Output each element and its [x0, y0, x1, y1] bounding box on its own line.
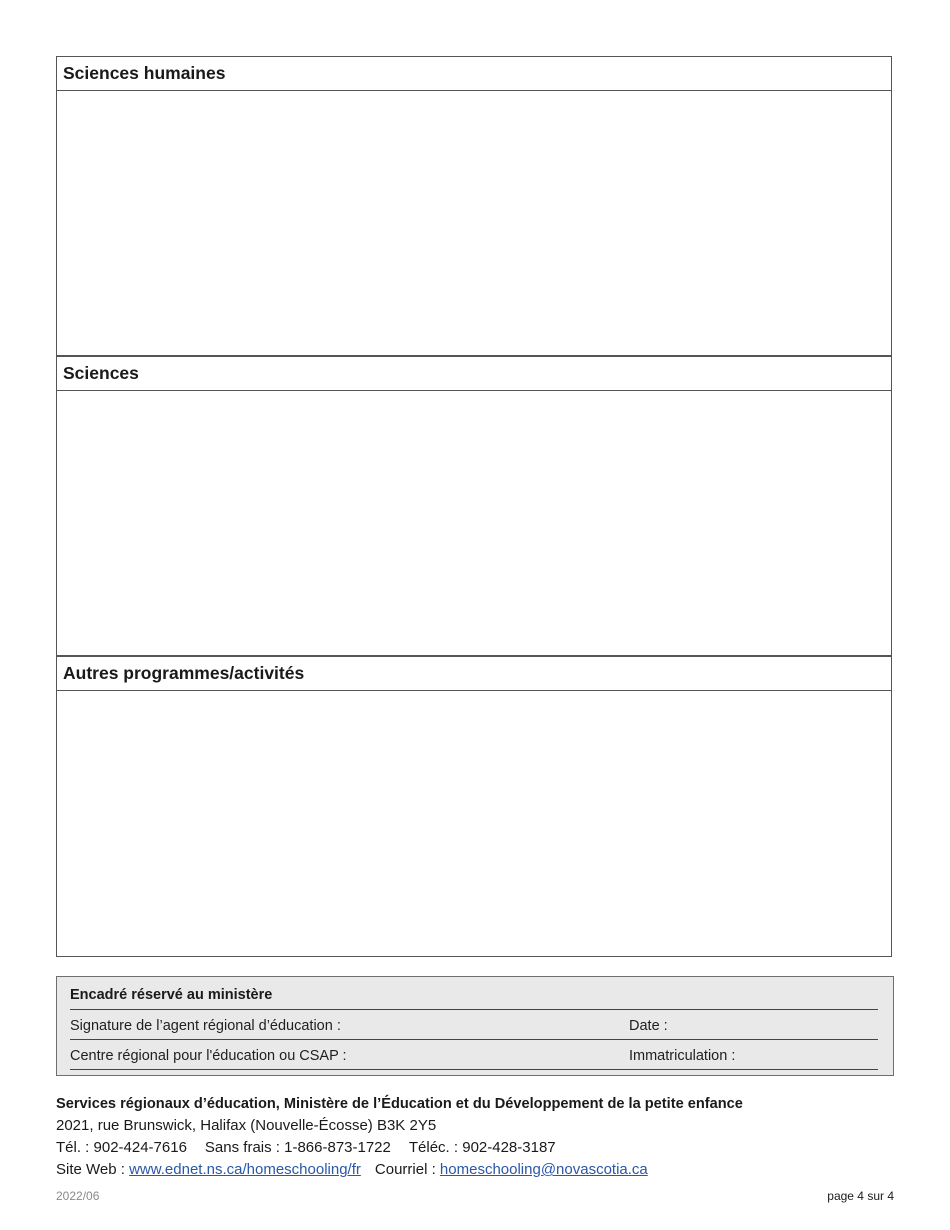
- registration-label: Immatriculation :: [629, 1048, 736, 1064]
- divider: [70, 1039, 878, 1040]
- website-link[interactable]: www.ednet.ns.ca/homeschooling/fr: [129, 1161, 361, 1178]
- website-label: Site Web :: [56, 1161, 125, 1178]
- autres-programmes-field[interactable]: [57, 691, 891, 955]
- toll-free: Sans frais : 1-866-873-1722: [204, 1139, 391, 1156]
- email-label: Courriel :: [374, 1161, 436, 1178]
- section-sciences-humaines: [56, 56, 892, 356]
- web-line: [56, 1159, 743, 1181]
- ministry-box-title: Encadré réservé au ministère: [70, 987, 273, 1003]
- signature-label: Signature de l’agent régional d’éducation :: [70, 1018, 341, 1034]
- centre-label: Centre régional pour l'éducation ou CSAP :: [70, 1048, 347, 1064]
- phone-line: [56, 1137, 743, 1159]
- sciences-humaines-field[interactable]: [57, 91, 891, 355]
- section-sciences: [56, 356, 892, 656]
- contact-info: [56, 1093, 743, 1181]
- centre-field[interactable]: [367, 1049, 617, 1067]
- section-title: Autres programmes/activités: [57, 657, 891, 691]
- registration-field[interactable]: [753, 1049, 873, 1067]
- phone: Tél. : 902-424-7616: [56, 1139, 187, 1156]
- divider: [70, 1069, 878, 1070]
- section-title: Sciences humaines: [57, 57, 891, 91]
- date-field[interactable]: [677, 1019, 872, 1037]
- section-autres-programmes: [56, 656, 892, 957]
- ministry-reserved-box: [56, 976, 894, 1076]
- sciences-field[interactable]: [57, 391, 891, 655]
- organization-name: Services régionaux d’éducation, Ministère de l’Éducation et du Développement de la petite enfance: [56, 1096, 743, 1112]
- page-number: page 4 sur 4: [827, 1189, 894, 1203]
- divider: [70, 1009, 878, 1010]
- signature-field[interactable]: [367, 1019, 617, 1037]
- document-date: 2022/06: [56, 1189, 100, 1203]
- section-title: Sciences: [57, 357, 891, 391]
- fax: Téléc. : 902-428-3187: [408, 1139, 556, 1156]
- email-link[interactable]: homeschooling@novascotia.ca: [439, 1161, 648, 1178]
- address: 2021, rue Brunswick, Halifax (Nouvelle-Écosse) B3K 2Y5: [56, 1117, 437, 1134]
- date-label: Date :: [629, 1018, 668, 1034]
